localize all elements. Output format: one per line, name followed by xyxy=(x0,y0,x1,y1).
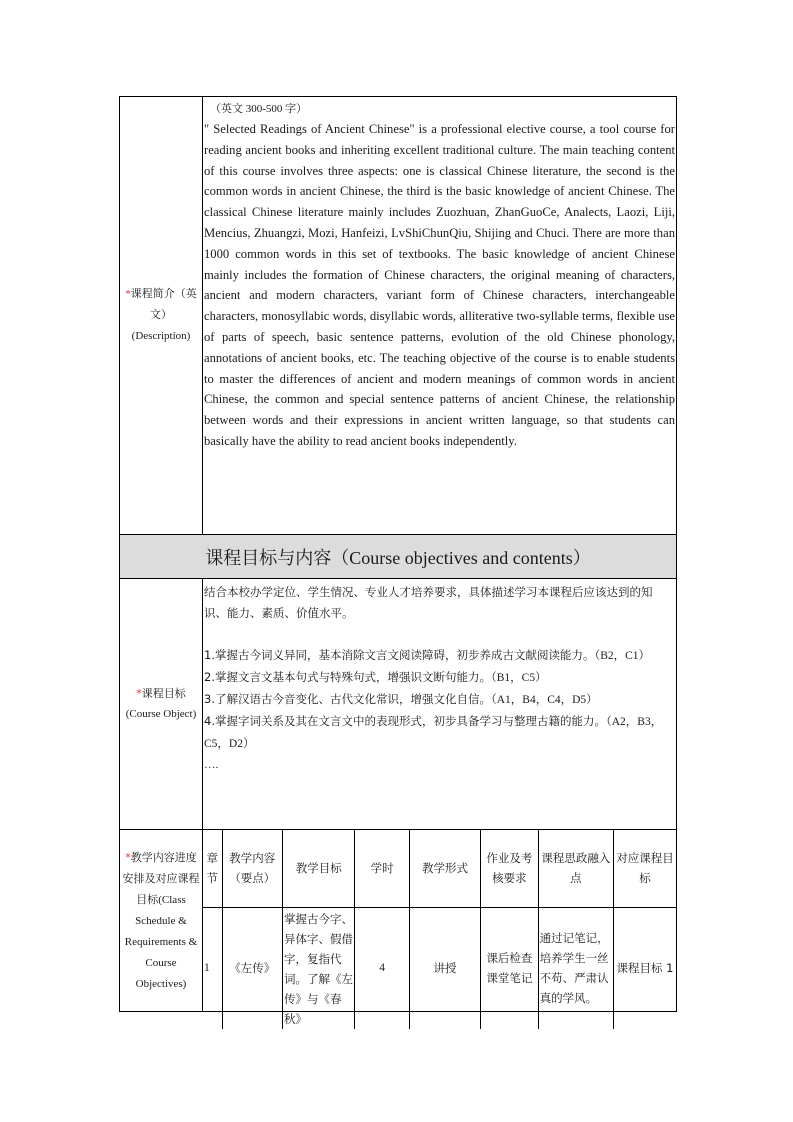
schedule-label-en-3: Requirements & xyxy=(124,935,198,948)
header-homework: 作业及考核要求 xyxy=(481,830,538,907)
header-chapter: 章节 xyxy=(203,830,222,907)
header-target: 对应课程目标 xyxy=(614,830,676,907)
section-header xyxy=(120,535,676,579)
header-form: 教学形式 xyxy=(409,830,480,907)
description-text: " Selected Readings of Ancient Chinese" is a professional elective course, a tool course for reading ancient books and inheriting excellent traditional culture. The main teaching content of this course involves three aspects: one is classical Chinese literature, the second is the common words in ancient Chinese, the third is the basic knowledge of ancient Chinese. The classical Chinese literature mainly includes Zuozhuan, ZhanGuoCe, Analects, Laozi, Liji, Mencius, Zhuangzi, Mozi, Hanfeizi, LvShiChunQiu, Shijing and Chuci. There are more than 1000 common words in this set of textbooks. The basic knowledge of ancient Chinese mainly includes the formation of Chinese characters, the original meaning of characters, ancient and modern characters, variant form of Chinese characters, interchangeable characters, monosyllabic words, disyllabic words, alliterative two-syllable terms, flexible use of parts of speech, basic sentence patterns, evolution of the old Chinese phonology, annotations of ancient books, etc. The teaching objective of the course is to enable students to master the differences of ancient and modern meanings of common words in ancient Chinese, the common and special sentence patterns of ancient Chinese, the relationship between words and their expressions in ancient written language, so that students can basically have the ability to read ancient books independently. xyxy=(204,122,675,448)
cell-ideology: 通过记笔记，培养学生一丝不苟、严肃认真的学风。 xyxy=(538,907,613,1029)
cell-hours: 4 xyxy=(355,907,409,1029)
header-ideology: 课程思政融入点 xyxy=(538,830,613,907)
cell-target: 课程目标 1 xyxy=(616,961,674,975)
objective-item-1: 1.掌握古今词义异同，基本消除文言文阅读障碍，初步养成古文献阅读能力。（B2，C1） xyxy=(204,648,651,662)
cell-chapter: 1 xyxy=(203,907,222,1029)
description-length-note: （英文 300-500 字） xyxy=(210,103,308,115)
objective-item-2: 2.掌握文言文基本句式与特殊句式，增强识文断句能力。（B1，C5） xyxy=(204,670,547,684)
header-hours: 学时 xyxy=(355,830,409,907)
cell-form: 讲授 xyxy=(409,907,480,1029)
objective-item-4: 4.掌握字词关系及其在文言文中的表现形式，初步具备学习与整理古籍的能力。（A2，B3，C5，D2） xyxy=(204,714,663,750)
objectives-ellipsis: …. xyxy=(204,759,219,771)
schedule-header-row xyxy=(203,830,676,907)
cell-goal: 掌握古今字、异体字、假借字，复指代词。了解《左传》与《春秋》 xyxy=(282,907,354,1029)
objectives-label-en: (Course Object) xyxy=(125,708,197,720)
objectives-label xyxy=(120,579,203,829)
description-label-cn: 课程简介（英 xyxy=(130,288,197,300)
required-mark: * xyxy=(136,687,142,700)
objectives-label-cn: 课程目标 xyxy=(141,687,186,700)
schedule-label-en-1: (Class xyxy=(158,893,186,906)
schedule-label-en-4: Course xyxy=(145,956,177,969)
cell-homework: 课后检查课堂笔记 xyxy=(481,907,538,1029)
required-mark: * xyxy=(125,850,131,864)
description-body xyxy=(203,97,676,534)
description-row xyxy=(120,97,676,535)
description-label-en: (Description) xyxy=(131,330,191,342)
section-title-en: （Course objectives and contents） xyxy=(331,547,591,568)
schedule-row xyxy=(120,830,676,1026)
objectives-row xyxy=(120,579,676,830)
required-mark: * xyxy=(125,288,131,300)
header-content: 教学内容（要点） xyxy=(222,830,282,907)
table-row xyxy=(203,907,676,1029)
cell-content: 《左传》 xyxy=(222,907,282,1029)
objectives-body xyxy=(203,579,676,829)
course-form xyxy=(119,96,677,1026)
schedule-label-en-2: Schedule & xyxy=(135,914,187,927)
objective-item-3: 3.了解汉语古今音变化、古代文化常识，增强文化自信。（A1，B4，C4，D5） xyxy=(204,692,598,706)
section-title-cn: 课程目标与内容 xyxy=(205,547,332,569)
objectives-intro: 结合本校办学定位、学生情况、专业人才培养要求，具体描述学习本课程后应该达到的知识、能力、素质、价值水平。 xyxy=(204,585,653,620)
schedule-label xyxy=(120,830,203,1011)
description-label xyxy=(120,97,203,534)
schedule-label-en-5: Objectives) xyxy=(135,977,187,990)
schedule-label-cn: 教学内容进度安排及对应课程目标 xyxy=(122,850,200,906)
description-label-cn-2: 文） xyxy=(150,309,172,321)
schedule-table xyxy=(203,830,676,1029)
header-goal: 教学目标 xyxy=(282,830,354,907)
